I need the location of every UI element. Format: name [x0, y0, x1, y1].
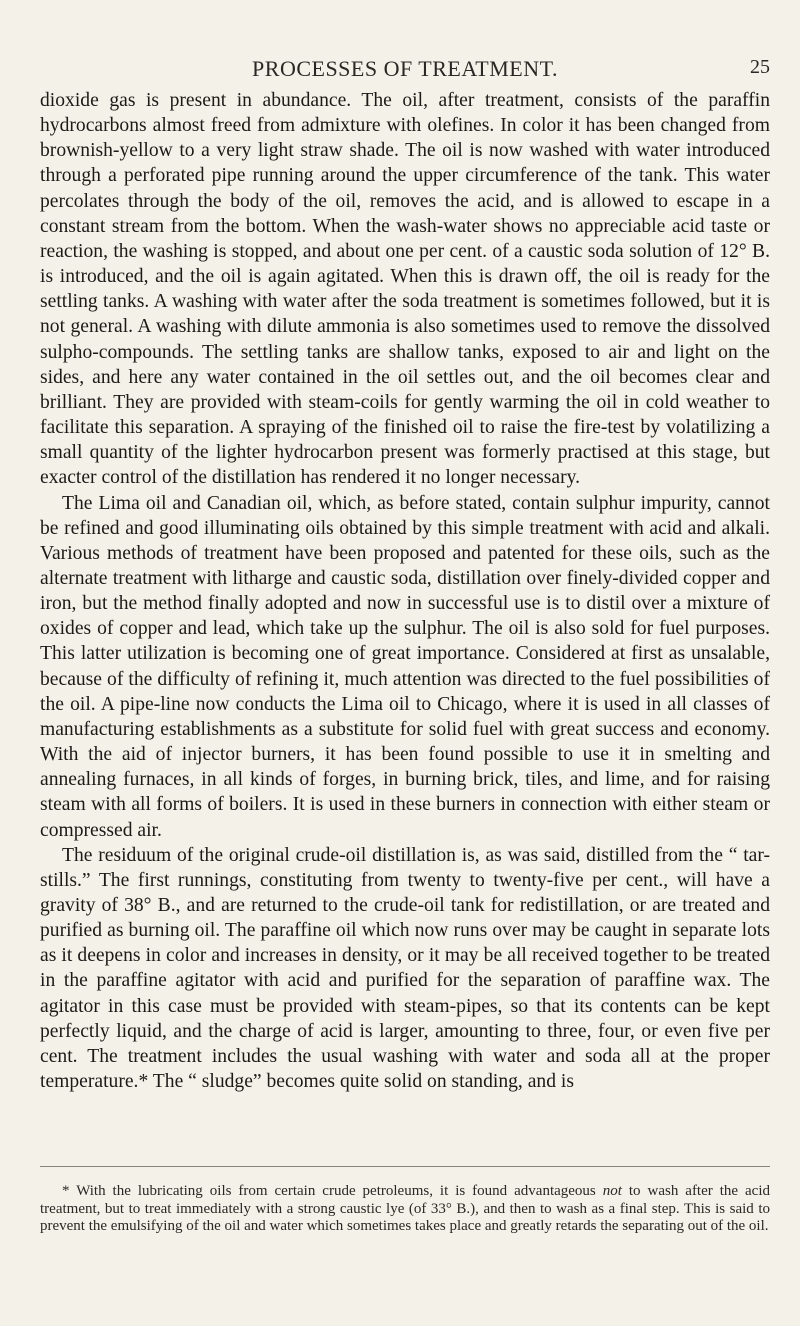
body-text: [40, 88, 770, 1094]
running-head: [40, 46, 770, 86]
paragraph-lima-oil: The Lima oil and Canadian oil, which, as before stated, contain sulphur impurity, cannot be refined and good illuminating oils obtained by this simple treatment with acid and alkali. Various methods of treatment have been proposed and patented for these oils, such as the alternate treatment with litharge and caustic soda, distillation over finely-divided copper and iron, but the method finally adopted and now in successful use is to distil over a mixture of oxides of copper and lead, which take up the sulphur. The oil is also sold for fuel purposes. This latter utilization is becoming one of great importance. Considered at first as unsalable, because of the difficulty of refining it, much attention was directed to the fuel possibilities of the oil. A pipe-line now conducts the Lima oil to Chicago, where it is used in all classes of manufacturing establishments as a substitute for solid fuel with great success and economy. With the aid of injector burners, it has been found possible to use it in smelting and annealing furnaces, in all kinds of forges, in burning brick, tiles, and lime, and for raising steam with all forms of boilers. It is used in these burners in connection with either steam or compressed air.: [40, 492, 770, 841]
footnote-emphasis: not: [602, 1183, 622, 1199]
page-number: 25: [750, 56, 770, 78]
paragraph-residuum: The residuum of the original crude-oil distillation is, as was said, distilled from the “ tar-stills.” The first runnings, constituting from twenty to twenty-five per cent., will have a gravity of 38° B., and are returned to the crude-oil tank for redistillation, or are treated and purified as burning oil. The paraffine oil which now runs over may be caught in separate lots as it deepens in color and increases in density, or it may be all received together to be treated in the paraffine agitator with acid and purified for the separation of paraffine wax. The agitator in this case must be provided with steam-pipes, so that its contents can be kept perfectly liquid, and the charge of acid is larger, amounting to three, four, or even five per cent. The treatment includes the usual washing with water and soda all at the proper temperature.* The “ sludge” becomes quite solid on standing, and is: [40, 844, 770, 1093]
running-title: PROCESSES OF TREATMENT.: [252, 56, 558, 81]
footnote: [40, 1183, 770, 1236]
footnote-rule: [40, 1166, 770, 1167]
footnote-text-before: * With the lubricating oils from certain crude petroleums, it is found advantageous: [62, 1183, 603, 1199]
paragraph-continued: dioxide gas is present in abundance. The oil, after treatment, consists of the paraffin hydrocarbons almost freed from admixture with olefines. In color it has been changed from brownish-yellow to a very light straw shade. The oil is now washed with water introduced through a perforated pipe running around the upper circumference of the tank. This water percolates through the body of the oil, removes the acid, and is allowed to escape in a constant stream from the bottom. When the wash-water shows no appreciable acid taste or reaction, the washing is stopped, and about one per cent. of a caustic soda solution of 12° B. is introduced, and the oil is again agitated. When this is drawn off, the oil is ready for the settling tanks. A washing with water after the soda treatment is sometimes followed, but it is not general. A washing with dilute ammonia is also sometimes used to remove the dissolved sulpho-compounds. The settling tanks are shallow tanks, exposed to air and light on the sides, and here any water contained in the oil settles out, and the oil becomes clear and brilliant. They are provided with steam-coils for gently warming the oil in cold weather to facilitate this separation. A spraying of the finished oil to raise the fire-test by volatilizing a small quantity of the lighter hydrocarbon present was formerly practised at this stage, but exacter control of the distillation has rendered it no longer necessary.: [40, 90, 770, 489]
footnote-text-after: to wash after the acid treatment, but to treat immediately with a strong caustic lye (of 33° B.), and then to wash as a final step. This is said to prevent the emulsifying of the oil and water which sometimes takes place and greatly retards the separating out of the oil.: [40, 1183, 770, 1234]
